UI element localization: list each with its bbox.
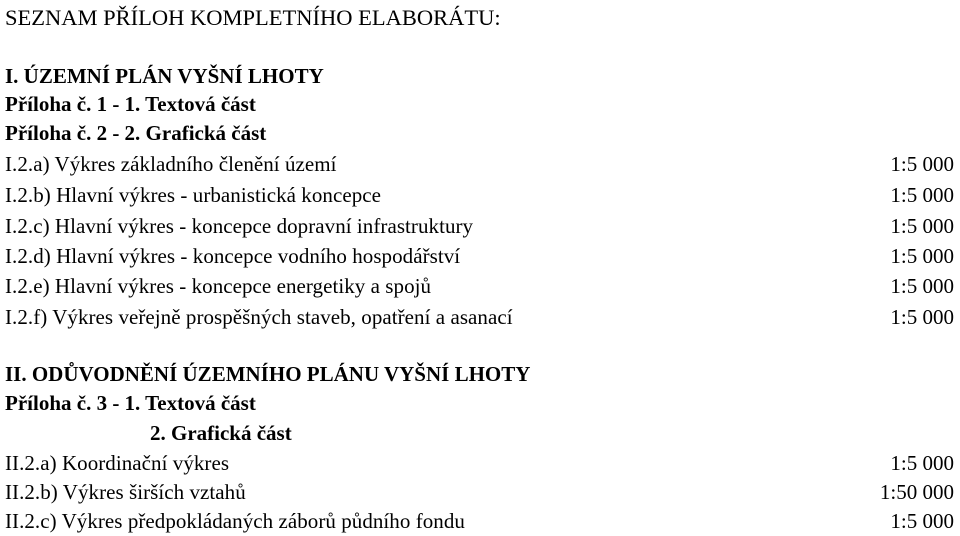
section2-annex3-part2: 2. Grafická část — [150, 421, 292, 445]
drawing-row — [5, 448, 954, 478]
drawing-label: I.2.d) Hlavní výkres - koncepce vodního hospodářství — [5, 244, 461, 268]
section1-heading: I. ÚZEMNÍ PLÁN VYŠNÍ LHOTY — [5, 64, 324, 88]
drawing-scale: 1:5 000 — [890, 509, 954, 533]
drawing-row — [5, 241, 954, 271]
drawing-label: I.2.f) Výkres veřejně prospěšných staveb, opatření a asanací — [5, 305, 513, 329]
drawing-row — [5, 506, 954, 536]
drawing-scale: 1:5 000 — [890, 274, 954, 298]
drawing-row — [5, 180, 954, 210]
section2-annex3: Příloha č. 3 - 1. Textová část — [5, 391, 256, 415]
drawing-label: I.2.b) Hlavní výkres - urbanistická koncepce — [5, 183, 381, 207]
drawing-scale: 1:5 000 — [890, 305, 954, 329]
drawing-scale: 1:5 000 — [890, 244, 954, 268]
drawing-row — [5, 271, 954, 301]
drawing-label: I.2.e) Hlavní výkres - koncepce energetiky a spojů — [5, 274, 432, 298]
drawing-scale: 1:5 000 — [890, 451, 954, 475]
drawing-scale: 1:5 000 — [890, 152, 954, 176]
drawing-label: II.2.b) Výkres širších vztahů — [5, 480, 246, 504]
document-title: SEZNAM PŘÍLOH KOMPLETNÍHO ELABORÁTU: — [5, 5, 501, 30]
drawing-label: II.2.a) Koordinační výkres — [5, 451, 230, 475]
section1-annex2: Příloha č. 2 - 2. Grafická část — [5, 121, 267, 145]
drawing-label: I.2.a) Výkres základního členění území — [5, 152, 337, 176]
drawing-row — [5, 477, 954, 507]
drawing-scale: 1:5 000 — [890, 214, 954, 238]
drawing-label: II.2.c) Výkres předpokládaných záborů půdního fondu — [5, 509, 465, 533]
section1-annex1: Příloha č. 1 - 1. Textová část — [5, 92, 256, 116]
drawing-label: I.2.c) Hlavní výkres - koncepce dopravní infrastruktury — [5, 214, 474, 238]
drawing-row — [5, 149, 954, 179]
drawing-scale: 1:50 000 — [879, 480, 954, 504]
section2-heading: II. ODŮVODNĚNÍ ÚZEMNÍHO PLÁNU VYŠNÍ LHOTY — [5, 362, 531, 386]
drawing-scale: 1:5 000 — [890, 183, 954, 207]
drawing-row — [5, 302, 954, 332]
drawing-row — [5, 211, 954, 241]
